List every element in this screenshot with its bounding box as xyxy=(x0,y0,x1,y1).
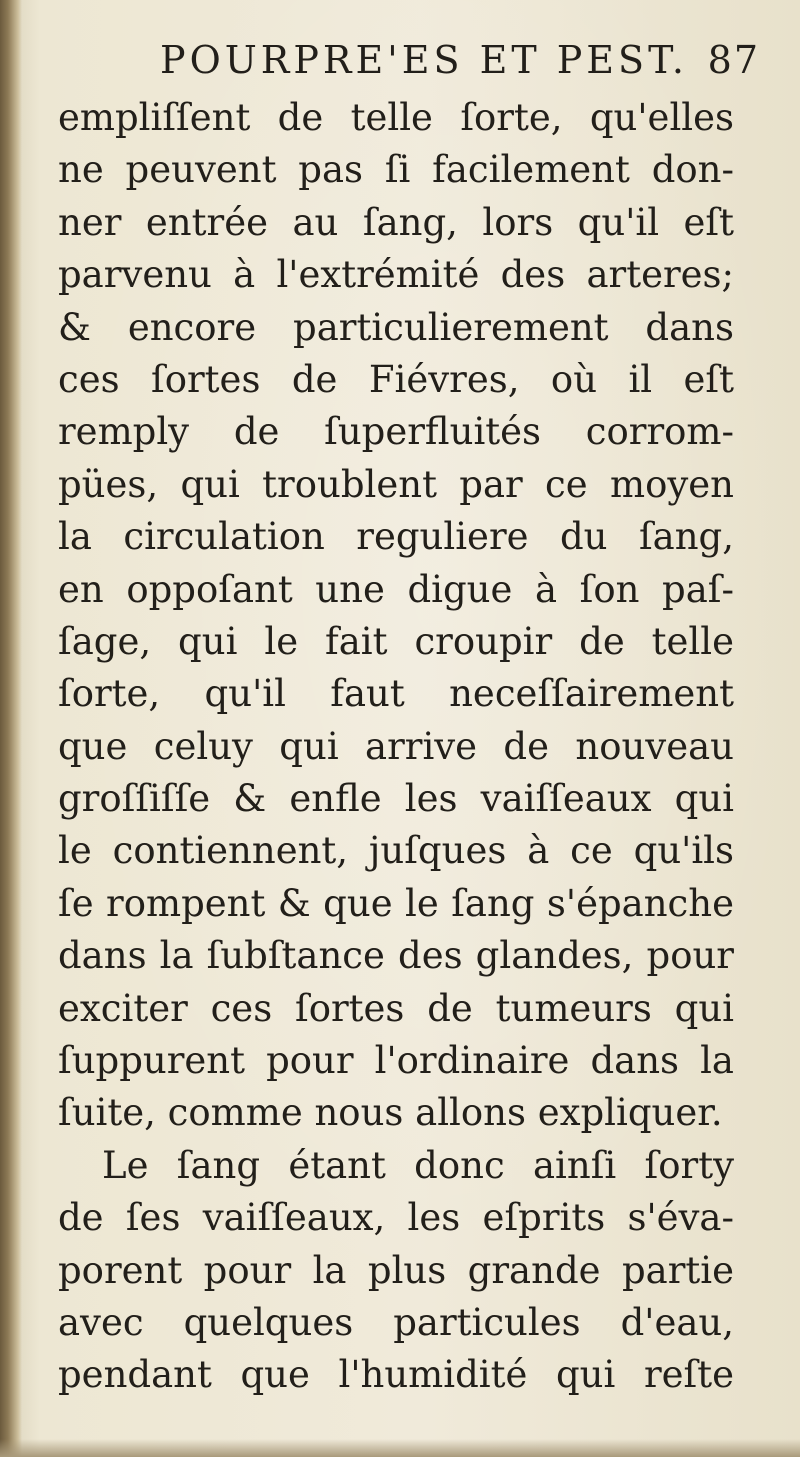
text-line: ſuppurent pour l'ordinaire dans la xyxy=(58,1039,734,1083)
page-binding-edge xyxy=(0,0,22,1457)
page-number: 87 xyxy=(707,38,760,82)
text-line: remply de ſuperfluités corrom- xyxy=(58,410,734,454)
text-line: dans la ſubſtance des glandes, pour xyxy=(58,934,734,978)
text-line: parvenu à l'extrémité des arteres; xyxy=(58,253,734,297)
text-line: pües, qui troublent par ce moyen xyxy=(58,462,734,506)
text-line: ner entrée au ſang, lors qu'il eſt xyxy=(58,200,734,244)
text-line: ces ſortes de Fiévres, où il eſt xyxy=(58,357,734,401)
text-line: ne peuvent pas ſi facilement don- xyxy=(58,148,734,192)
running-title: POURPRE'ES ET PEST. xyxy=(160,38,688,82)
text-line: groſſiſſe & enfle les vaiſſeaux qui xyxy=(58,777,734,821)
text-line: ſe rompent & que le ſang s'épanche xyxy=(58,881,734,925)
text-line: & encore particulierement dans xyxy=(58,305,734,349)
text-line: que celuy qui arrive de nouveau xyxy=(58,724,734,768)
text-line: ſage, qui le fait croupir de telle xyxy=(58,619,734,663)
text-line: empliſſent de telle ſorte, qu'elles xyxy=(58,96,734,139)
page-bottom-edge xyxy=(0,1439,800,1457)
body-text xyxy=(58,92,734,1402)
paragraph-start-line: Le ſang étant donc ainſi ſorty xyxy=(102,1143,734,1187)
text-line: porent pour la plus grande partie xyxy=(58,1248,734,1292)
text-line: ſorte, qu'il faut neceſſairement xyxy=(58,672,734,716)
text-line: de ſes vaiſſeaux, les eſprits s'éva- xyxy=(58,1196,734,1240)
text-line: pendant que l'humidité qui reſte xyxy=(58,1353,734,1397)
text-line: le contiennent, juſques à ce qu'ils xyxy=(58,829,734,873)
paragraph-end-line: ſuite, comme nous allons expliquer. xyxy=(58,1091,723,1135)
text-line: en oppoſant une digue à ſon paſ- xyxy=(58,567,734,611)
running-head xyxy=(150,38,760,88)
text-line: avec quelques particules d'eau, xyxy=(58,1300,734,1344)
text-line: exciter ces ſortes de tumeurs qui xyxy=(58,986,734,1030)
text-line: la circulation reguliere du ſang, xyxy=(58,515,734,559)
